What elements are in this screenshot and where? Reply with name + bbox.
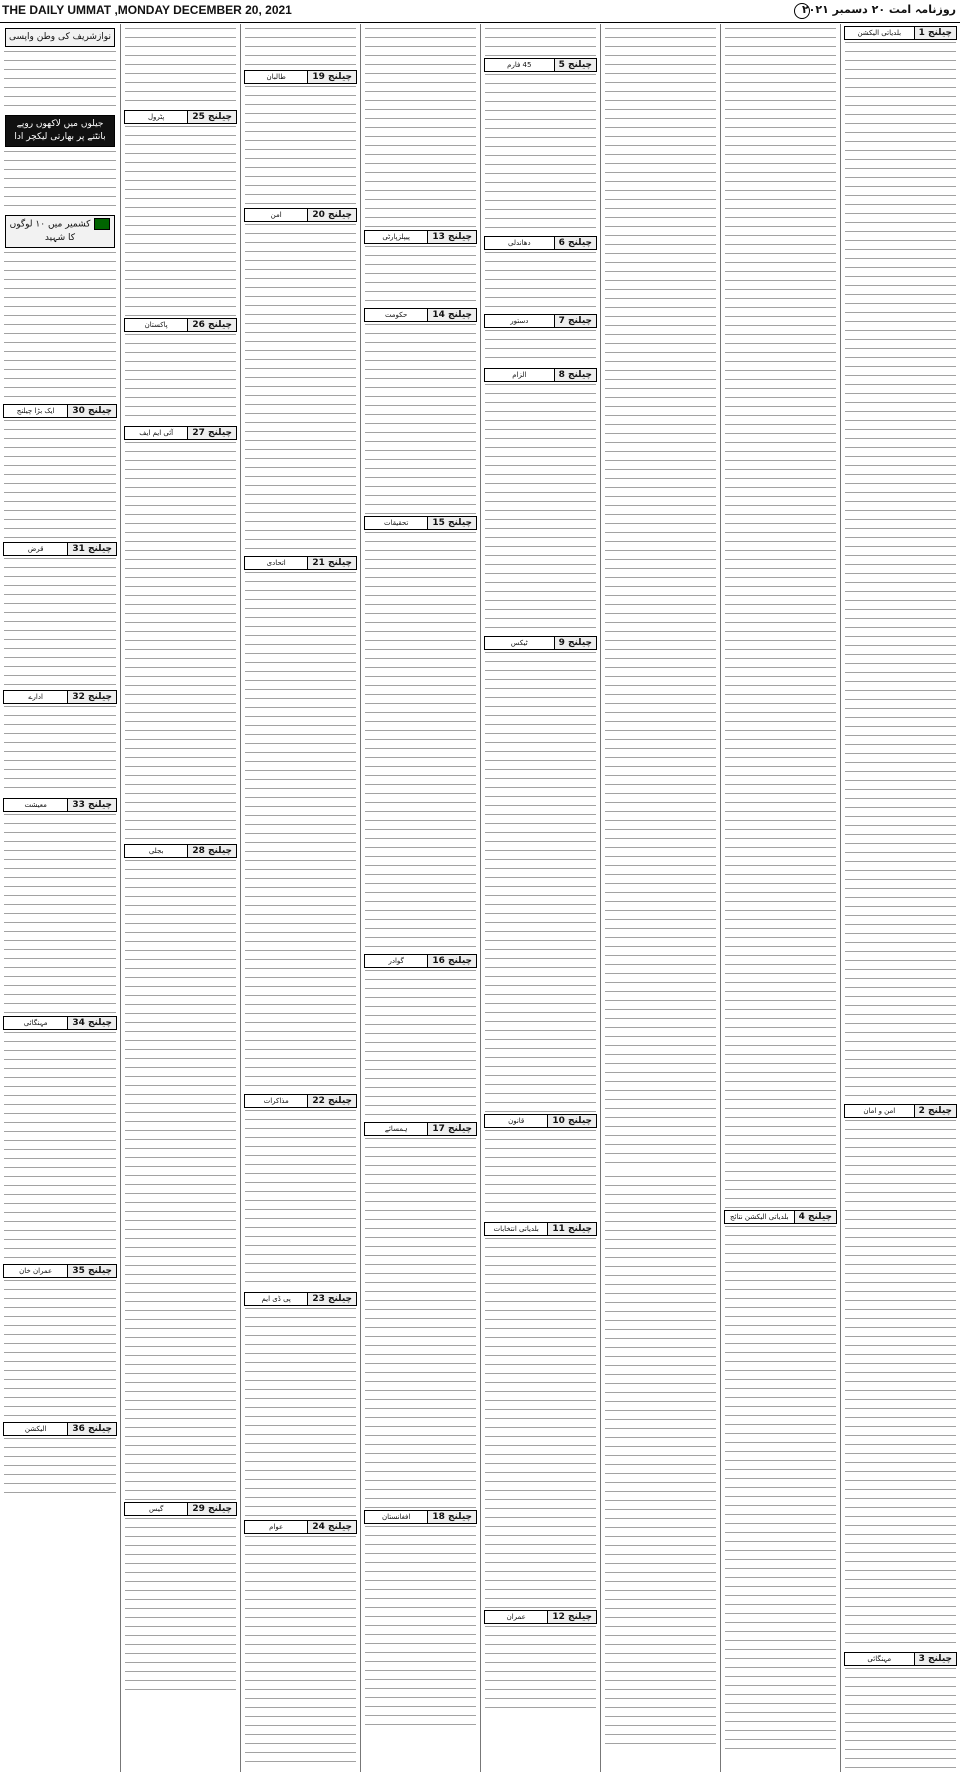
column-6 [240,24,360,1772]
heading: چیلنج 25 پٹرول [124,110,237,124]
text-block [365,246,476,306]
text-block [4,558,116,688]
text-block [245,572,356,1092]
heading: چیلنج 4 بلدیاتی الیکشن نتائج [724,1210,837,1224]
text-block [245,1308,356,1518]
text-block [485,1626,596,1716]
text-block [365,28,476,228]
masthead-english: THE DAILY UMMAT ,MONDAY DECEMBER 20, 2021 [2,3,292,17]
heading: چیلنج 21 اتحادی [244,556,357,570]
flag-icon [94,218,110,230]
heading: چیلنج 34 مہنگائی [3,1016,117,1030]
heading: چیلنج 32 ادارے [3,690,117,704]
heading: چیلنج 27 آئی ایم ایف [124,426,237,440]
heading: چیلنج 8 الزام [484,368,597,382]
text-block [365,532,476,952]
heading: چیلنج 22 مذاکرات [244,1094,357,1108]
text-block [485,652,596,1112]
headline-box: جیلوں میں لاکھوں روپے بانٹنے پر بھارتی لیکچر ادا [5,115,115,147]
heading: چیلنج 16 گوادر [364,954,477,968]
text-block [245,224,356,554]
text-block [725,1226,836,1756]
text-block [245,86,356,206]
text-block [125,1518,236,1698]
text-block [125,860,236,1500]
masthead [0,0,960,23]
text-block [365,324,476,514]
text-block [485,384,596,634]
text-block [125,28,236,108]
heading: چیلنج 36 الیکشن [3,1422,117,1436]
text-block [245,1110,356,1290]
column-5 [360,24,480,1772]
heading: چیلنج 12 عمران [484,1610,597,1624]
text-block [485,28,596,56]
heading: چیلنج 30 ایک بڑا چیلنج [3,404,117,418]
text-block [4,51,116,111]
column-7 [120,24,240,1772]
heading: چیلنج 33 معیشت [3,798,117,812]
heading: چیلنج 17 ہمسائے [364,1122,477,1136]
text-block [485,1238,596,1608]
column-2 [720,24,840,1772]
text-block [845,1668,956,1772]
text-block [4,151,116,211]
heading: چیلنج 24 عوام [244,1520,357,1534]
heading: چیلنج 26 پاکستان [124,318,237,332]
heading: چیلنج 14 حکومت [364,308,477,322]
text-block [485,330,596,366]
heading: چیلنج 19 طالبان [244,70,357,84]
heading: چیلنج 20 امن [244,208,357,222]
news-box: نوازشریف کی وطن واپسی [5,28,115,47]
text-block [245,28,356,68]
heading: چیلنج 11 بلدیاتی انتخابات [484,1222,597,1236]
heading: چیلنج 10 قانون [484,1114,597,1128]
heading: چیلنج 1 بلدیاتی الیکشن [844,26,957,40]
columns [0,24,960,1772]
text-block [845,42,956,1102]
text-block [725,28,836,1208]
heading: چیلنج 9 ٹیکس [484,636,597,650]
column-1 [840,24,960,1772]
text-block [845,1120,956,1650]
text-block [605,28,716,1168]
heading: چیلنج 6 دھاندلی [484,236,597,250]
text-block [125,442,236,842]
news-box: کشمیر میں ۱۰ لوگوں کا شہید [5,215,115,248]
heading: چیلنج 2 امن و امان [844,1104,957,1118]
column-8 [0,24,120,1772]
text-block [4,1438,116,1498]
column-4 [480,24,600,1772]
heading: چیلنج 3 مہنگائی [844,1652,957,1666]
text-block [365,1526,476,1726]
text-block [485,74,596,234]
text-block [245,1536,356,1766]
text-block [485,252,596,312]
text-block [605,1176,716,1746]
text-block [365,1138,476,1508]
text-block [125,126,236,316]
text-block [4,420,116,540]
masthead-urdu: روزنامہ امت ۲۰ دسمبر ۲۰۲۱ [801,3,956,16]
heading: چیلنج 18 افغانستان [364,1510,477,1524]
text-block [4,252,116,402]
column-3 [600,24,720,1772]
text-block [4,706,116,796]
heading: چیلنج 5 45 فارم [484,58,597,72]
heading: چیلنج 15 تحقیقات [364,516,477,530]
heading: چیلنج 29 گیس [124,1502,237,1516]
text-block [365,970,476,1120]
text-block [4,1032,116,1262]
heading: چیلنج 7 دستور [484,314,597,328]
heading: چیلنج 13 پیپلزپارٹی [364,230,477,244]
heading: چیلنج 31 قرض [3,542,117,556]
heading: چیلنج 23 پی ڈی ایم [244,1292,357,1306]
text-block [4,814,116,1014]
heading: چیلنج 35 عمران خان [3,1264,117,1278]
text-block [4,1280,116,1420]
heading: چیلنج 28 بجلی [124,844,237,858]
text-block [125,334,236,424]
text-block [485,1130,596,1220]
